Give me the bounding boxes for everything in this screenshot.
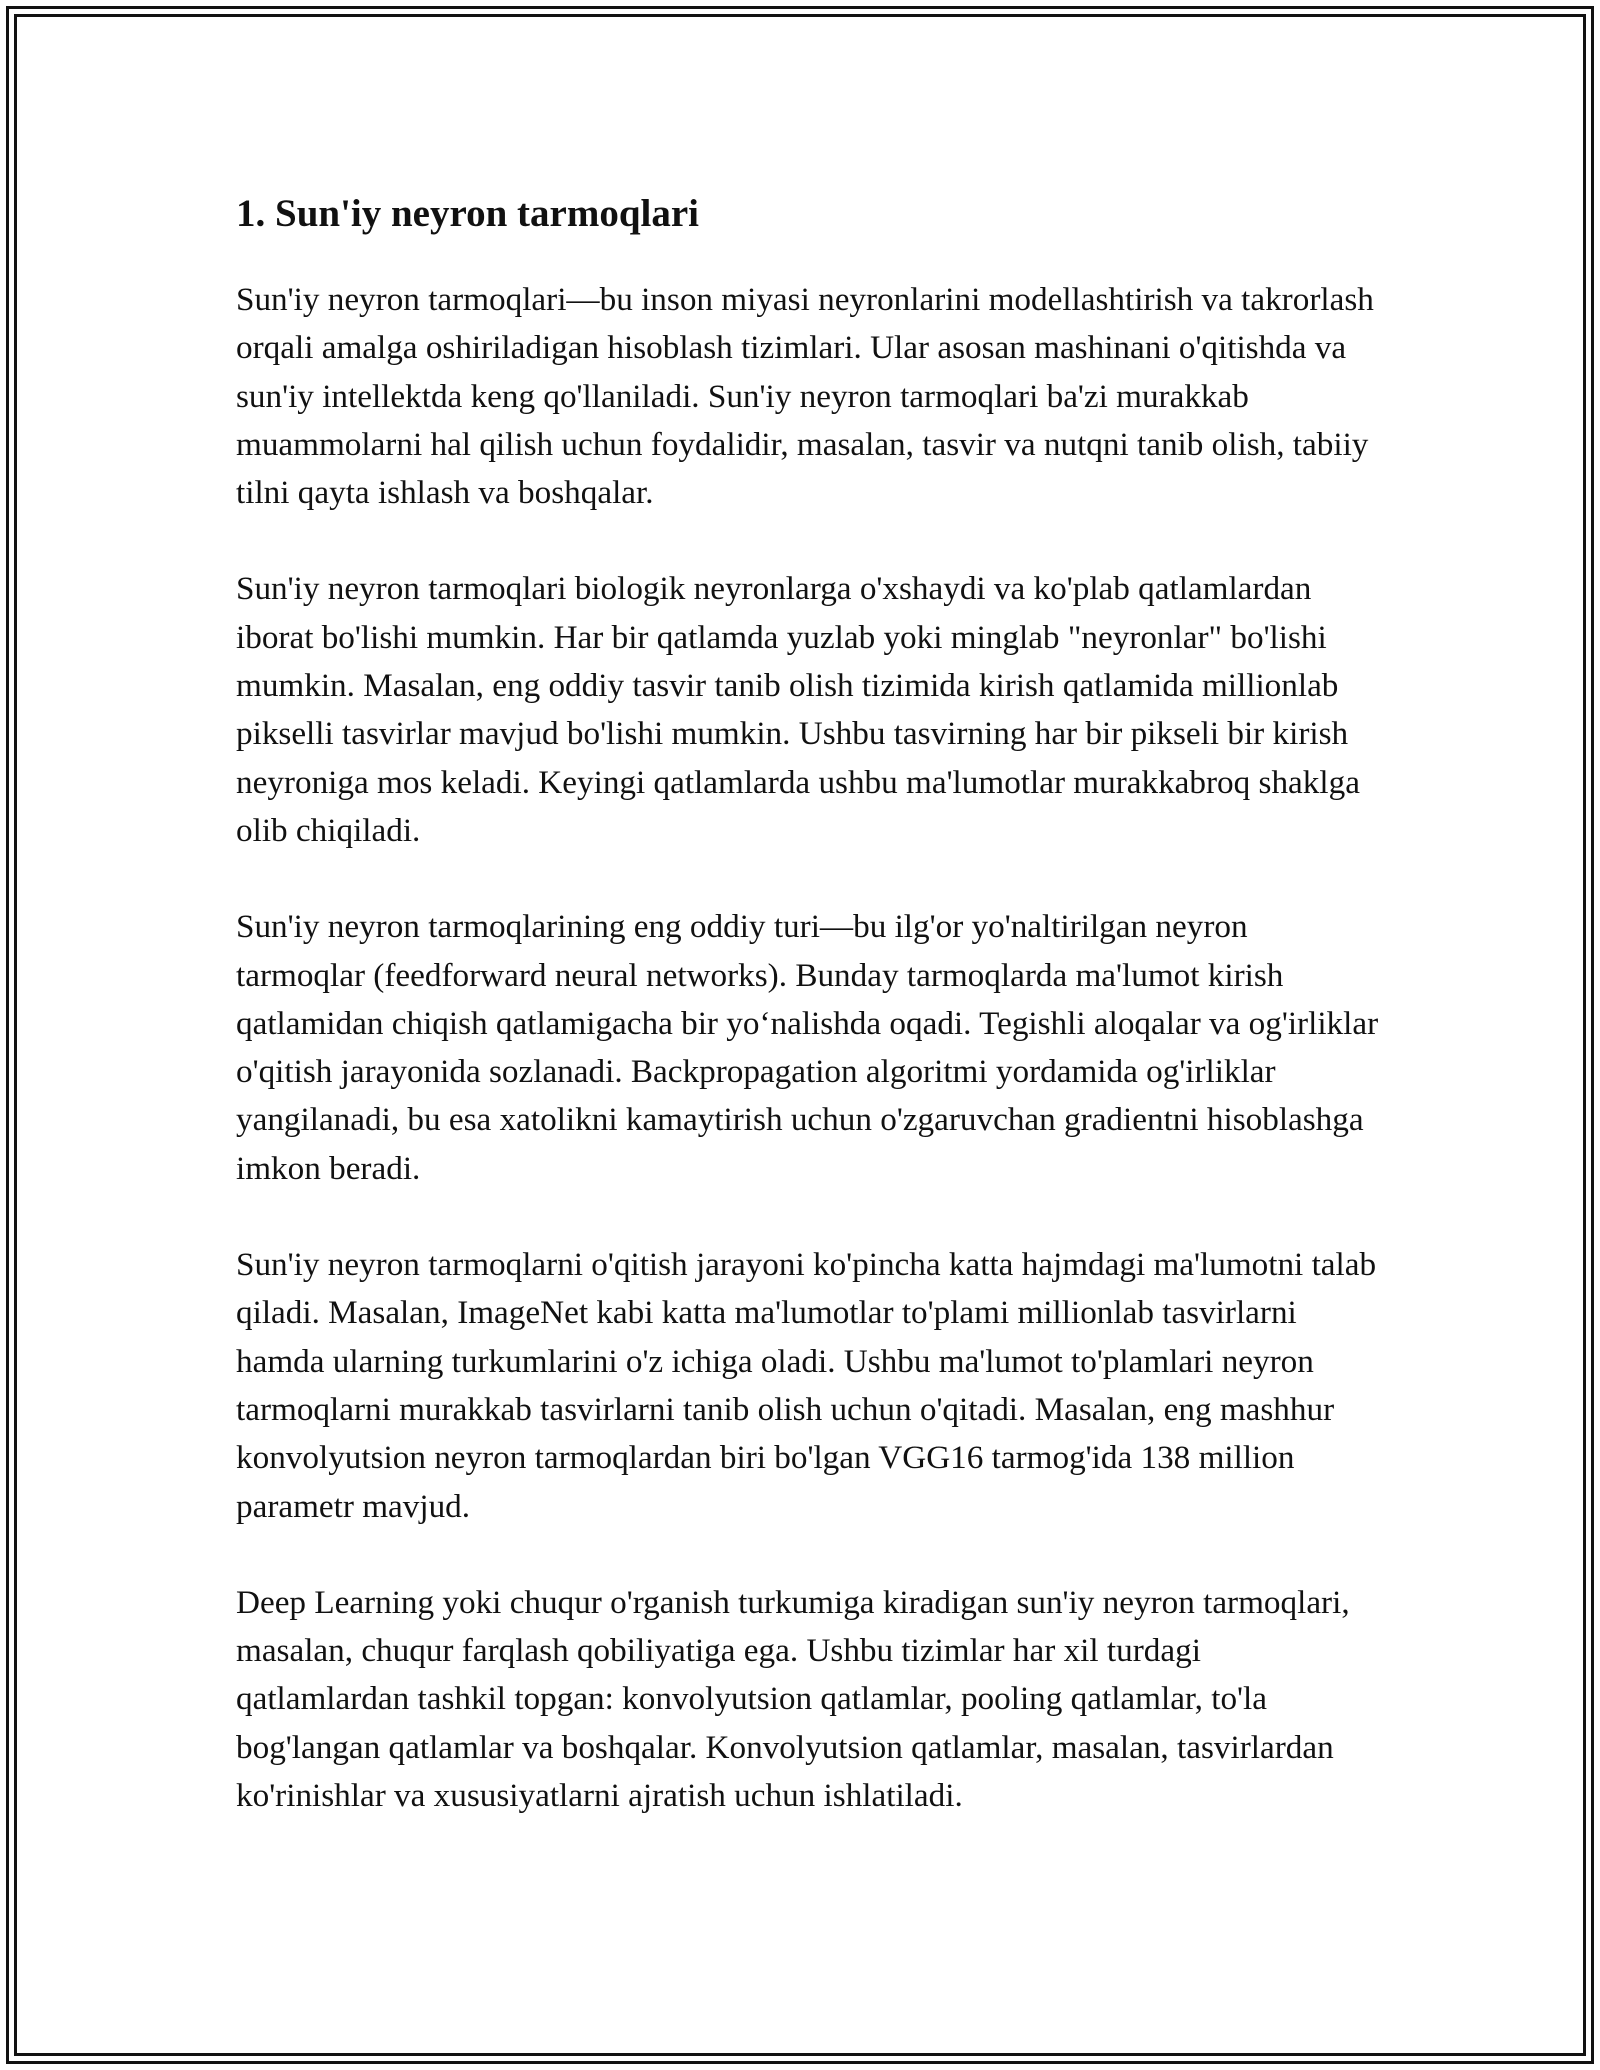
paragraph-5: Deep Learning yoki chuqur o'rganish turkumiga kiradigan sun'iy neyron tarmoqlari, masalan, chuqur farqlash qobiliyatiga ega. Ushbu tizimlar har xil turdagi qatlamlardan tashkil topgan: konvolyutsion qatlamlar, pooling qatlamlar, to'la bog'langan qatlamlar va boshqalar. Konvolyutsion qatlamlar, masalan, tasvirlardan ko'rinishlar va xususiyatlarni ajratish uchun ishlatiladi. xyxy=(236,1583,1350,1815)
paragraph-4: Sun'iy neyron tarmoqlarni o'qitish jarayoni ko'pincha katta hajmdagi ma'lumotni talab qiladi. Masalan, ImageNet kabi katta ma'lumotlar to'plami millionlab tasvirlarni hamda ularning turkumlarini o'z ichiga oladi. Ushbu ma'lumot to'plamlari neyron tarmoqlarni murakkab tasvirlarni tanib olish uchun o'qitadi. Masalan, eng mashhur konvolyutsion neyron tarmoqlardan biri bo'lgan VGG16 tarmog'ida 138 million parametr mavjud. xyxy=(236,1246,1377,1525)
section-heading: 1. Sun'iy neyron tarmoqlari xyxy=(236,192,699,235)
document-body xyxy=(236,186,1382,1868)
paragraph-1: Sun'iy neyron tarmoqlari—bu inson miyasi neyronlarini modellashtirish va takrorlash orqali amalga oshiriladigan hisoblash tizimlari. Ular asosan mashinani o'qitishda va sun'iy intellektda keng qo'llaniladi. Sun'iy neyron tarmoqlari ba'zi murakkab muammolarni hal qilish uchun foydalidir, masalan, tasvir va nutqni tanib olish, tabiiy tilni qayta ishlash va boshqalar. xyxy=(236,281,1374,512)
paragraph-2: Sun'iy neyron tarmoqlari biologik neyronlarga o'xshaydi va ko'plab qatlamlardan iborat bo'lishi mumkin. Har bir qatlamda yuzlab yoki minglab "neyronlar" bo'lishi mumkin. Masalan, eng oddiy tasvir tanib olish tizimida kirish qatlamida millionlab pikselli tasvirlar mavjud bo'lishi mumkin. Ushbu tasvirning har bir pikseli bir kirish neyroniga mos keladi. Keyingi qatlamlarda ushbu ma'lumotlar murakkabroq shaklga olib chiqiladi. xyxy=(236,570,1360,849)
paragraph-3: Sun'iy neyron tarmoqlarining eng oddiy turi—bu ilg'or yo'naltirilgan neyron tarmoqlar (feedforward neural networks). Bunday tarmoqlarda ma'lumot kirish qatlamidan chiqish qatlamigacha bir yo‘nalishda oqadi. Tegishli aloqalar va og'irliklar o'qitish jarayonida sozlanadi. Backpropagation algoritmi yordamida og'irliklar yangilanadi, bu esa xatolikni kamaytirish uchun o'zgaruvchan gradientni hisoblashga imkon beradi. xyxy=(236,908,1379,1187)
